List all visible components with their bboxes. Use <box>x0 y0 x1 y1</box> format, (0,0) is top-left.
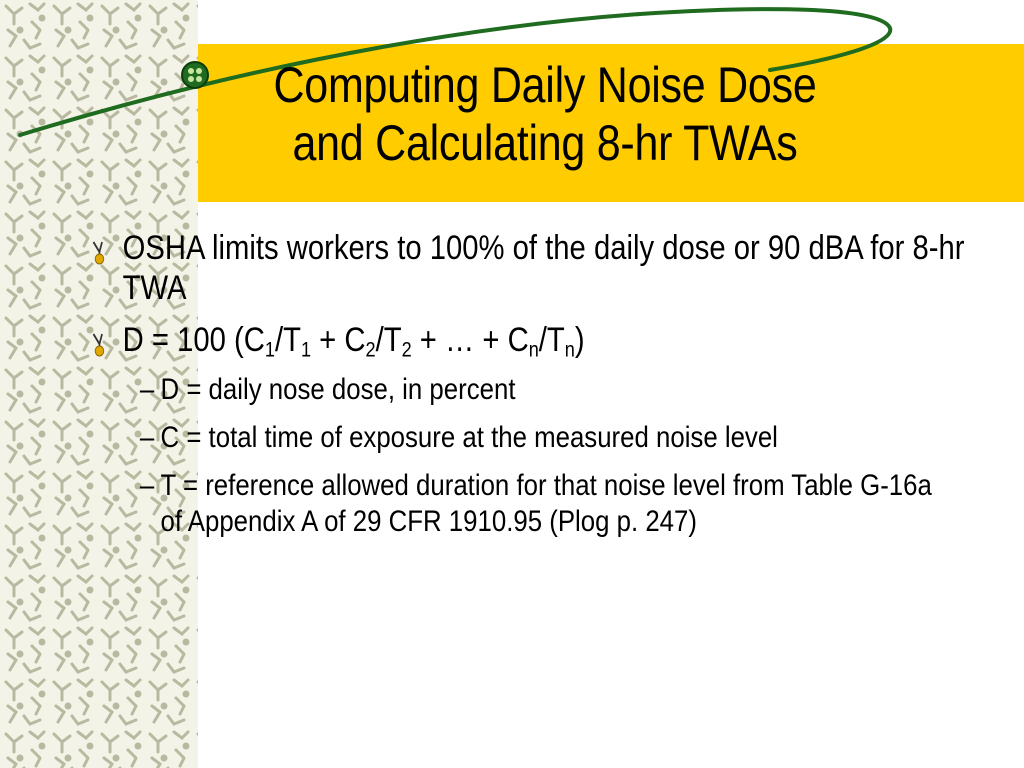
sub-item-text: T = reference allowed duration for that noise level from Table G-16a of Appendix A of 29 CFR 1910.95 (Plog p. 247) <box>160 469 932 538</box>
dash-icon: – <box>139 421 155 454</box>
slide-body <box>90 228 965 552</box>
bullet-icon <box>90 240 112 266</box>
title-line-2: and Calculating 8-hr TWAs <box>292 115 798 171</box>
title-line-1: Computing Daily Noise Dose <box>273 57 817 113</box>
dash-icon: – <box>139 373 155 406</box>
formula-text: D = 100 ($C_1/T_1 + C_2/T_2$ + … + $C_n/T_n$) <box>122 321 585 362</box>
bullet-item-formula <box>90 320 965 360</box>
sub-item-d <box>90 372 952 408</box>
sub-item-t <box>90 468 952 540</box>
bullet-icon <box>90 332 112 358</box>
title-bullet-icon <box>180 60 210 90</box>
bullet-text-osha: OSHA limits workers to 100% of the daily dose or 90 dBA for 8-hr TWA <box>122 229 965 307</box>
slide-title <box>248 56 841 172</box>
sub-item-c <box>90 420 952 456</box>
sub-item-text: D = daily nose dose, in percent <box>160 373 516 406</box>
bullet-item-osha <box>90 228 965 308</box>
dash-icon: – <box>139 469 155 502</box>
sub-item-text: C = total time of exposure at the measured noise level <box>160 421 778 454</box>
